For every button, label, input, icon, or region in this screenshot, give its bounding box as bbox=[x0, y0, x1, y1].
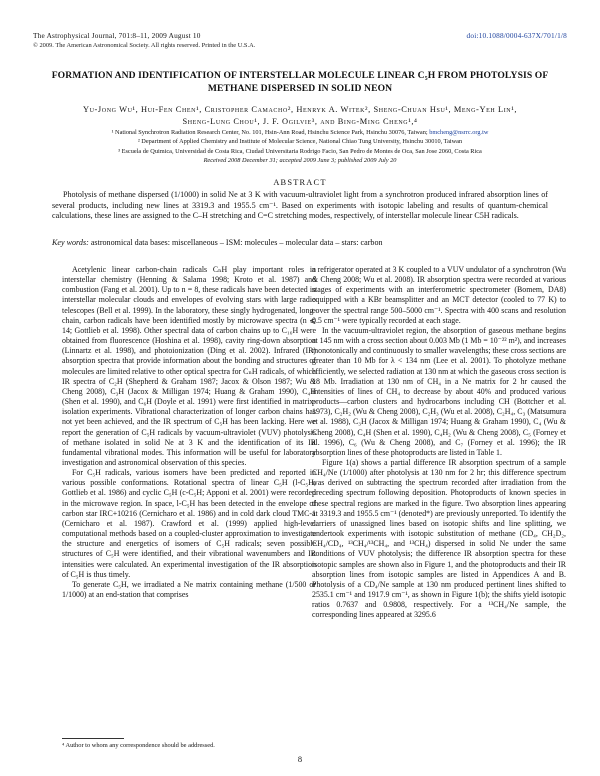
right-paragraph-1: a refrigerator operated at 3 K coupled to a VUV undulator of a synchrotron (Wu & Cheng 2008; Wu et al. 2008). IR absorption spectra were recorded at various stages of experiments with an interferometric spectrometer (Bomem, DA8) equipped with a KBr beamsplitter and an MCT detector (cooled to 77 K) to cover the spectral range 500–5000 cm⁻¹. Spectra with 400 scans and resolution 0.5 cm⁻¹ were typically recorded at each stage. bbox=[312, 265, 566, 325]
left-paragraph-3: To generate C₅H, we irradiated a Ne matrix containing methane (1/500 or 1/1000) at an end-station that comprises bbox=[62, 579, 316, 599]
running-header bbox=[33, 31, 567, 40]
left-paragraph-2: For C₅H radicals, various isomers have been predicted and reported in various possible conformations. Rotational spectra of linear C₅H (l-C₅H; Gottlieb et al. 1986) and cyclic C₅H (c-C₅H; Apponi et al. 2001) were recorded in the microwave region. In space, l-C₅H has been detected in the envelope of carbon star IRC+10216 (Cernicharo et al. 1986) and in cold dark cloud TMC-1 (Cernicharo et al. 1987). Crawford et al. (1999) applied high-level computational methods based on a coupled-cluster approximation to investigate the structure and energetics of isomers of C₅H radicals; seven possible structures of C₅H were identified, and their vibrational wavenumbers and IR intensities were calculated. An experimental investigation of the IR absorption of C₅H is thus timely. bbox=[62, 468, 316, 579]
footnote-rule bbox=[62, 738, 124, 739]
article-title bbox=[40, 70, 560, 96]
affiliation-1 bbox=[36, 128, 564, 137]
title-line-2: METHANE DISPERSED IN SOLID NEON bbox=[207, 82, 393, 94]
left-paragraph-1: Acetylenic linear carbon-chain radicals CₙH play important roles in interstellar chemistry (Henning & Salama 1998; Kroto et al. 1987) and combustion (Fang et al. 2001). Up to n = 8, these radicals have been detected in interstellar molecular clouds and envelopes of evolving stars with large radio telescopes (Bell et al. 1999). In the laboratory, these singly hydrogenated, long-chain, carbon radicals have been identified mostly by microwave spectra (n ⩽ 14; Gottlieb et al. 1998). Other spectral data of carbon chains up to C₁₆H were obtained from fluorescence (Hoshina et al. 1998), cavity ring-down absorption (Linnartz et al. 1998), and photoionization (Ding et al. 2002). Infrared (IR) absorption spectra that provide information about the bonding and structures of molecules are limited relative to other optical spectra for CₙH radicals, of which IR spectra of C₂H (Shepherd & Graham 1987; Jacox & Olson 1987; Wu & Cheng 2008), C₃H (Jacox & Milligan 1974; Huang & Graham 1990), C₄H (Shen et al. 1990), and C₆H (Doyle et al. 1991) were first identified in matrix-isolation experiments. Vibrational characterization of longer carbon chains has not yet been achieved, and the IR spectrum of C₅H has been lacking. Here we report the generation of C₅H radicals by vacuum-ultraviolet (VUV) photolysis of methane isolated in solid Ne at 3 K and the identification of its IR fundamental vibrational modes. This information will be useful for laboratory investigation and astronomical observation of this species. bbox=[62, 265, 316, 467]
right-paragraph-2: In the vacuum-ultraviolet region, the absorption of gaseous methane begins at 145 nm with a cross section about 0.003 Mb (1 Mb = 10⁻²² m²), and increases monotonically and continuously to smaller wavelengths; these cross sections are greater than 10 Mb for λ < 134 nm (Lee et al. 2001). To photolyze methane efficiently, we selected radiation at 130 nm at which the gaseous cross section is 18 Mb. Irradiation at 130 nm of CH₄ in a Ne matrix for 2 hr caused the intensities of lines of CH₄ to decrease by about 40% and produced various products—carbon clusters and hydrocarbons including CH (Bottcher et al. 1973), C₂H₂ (Wu & Cheng 2008), C₂H₃ (Wu et al. 2008), C₂H₄, C₃ (Matsumura et al. 1988), C₃H (Jacox & Milligan 1974; Huang & Graham 1990), C₄ (Wu & Cheng 2008), C₄H (Shen et al. 1990), C₄H₂ (Wu & Cheng 2008), C₅ (Forney et al. 1996), C₆ (Wu & Cheng 2008), and C₇ (Forney et al. 1996); the IR absorption lines of these photoproducts are listed in Table 1. bbox=[312, 325, 566, 457]
keywords-text: astronomical data bases: miscellaneous – ISM: molecules – molecular data – stars: carbon bbox=[90, 238, 383, 247]
abstract-heading: ABSTRACT bbox=[273, 178, 327, 187]
right-paragraph-3: Figure 1(a) shows a partial difference IR absorption spectrum of a sample CH₄/Ne (1/1000) after photolysis at 130 nm for 2 hr; this difference spectrum was derived on subtracting the spectrum recorded after irradiation from the preceding spectrum following deposition. Photoproducts of known species in these spectral regions are marked in the figure. Two absorption lines appearing at 3319.3 and 1955.5 cm⁻¹ (denoted*) are previously unreported. To identify the carriers of unassigned lines based on isotopic shifts and line splitting, we undertook experiments with isotopic substitution of methane (CD₄, CH₂D₂, CH₄/CD₄, ¹³CH₄/¹³CH₄, and ¹³CH₄) dispersed in solid Ne under the same conditions of VUV photolysis; the difference IR absorption spectra for these isotopic samples are shown also in Figure 1, and the photoproducts and their IR absorption lines from isotopic samples are listed in Appendices A and B. Photolysis of a CD₄/Ne sample at 130 nm produced pertinent lines shifted to 2535.1 cm⁻¹ and 1917.9 cm⁻¹, as shown in Figure 1(b); the shifts yield isotopic ratios 0.7637 and 0.9808, respectively. For a ¹³CH₄/Ne sample, the corresponding lines appeared at 3295.6 bbox=[312, 457, 566, 620]
keywords-line bbox=[52, 238, 548, 247]
journal-citation: The Astrophysical Journal, 701:8–11, 2009 August 10 bbox=[33, 31, 201, 40]
body-column-left bbox=[62, 265, 316, 600]
email-link[interactable]: bmcheng@nsrrc.org.tw bbox=[429, 129, 489, 136]
page-number: 8 bbox=[297, 755, 303, 764]
affiliation-2: ² Department of Applied Chemistry and Institute of Molecular Science, National Chiao Tung University, Hsinchu 30010, Taiwan bbox=[137, 138, 463, 146]
keywords-label: Key words: bbox=[52, 238, 89, 247]
affiliation-1-text: ¹ National Synchrotron Radiation Research Center, No. 101, Hsin-Ann Road, Hsinchu Science Park, Hsinchu 30076, Taiwan; bbox=[111, 129, 428, 136]
title-line-1: FORMATION AND IDENTIFICATION OF INTERSTELLAR MOLECULE LINEAR C₅H FROM PHOTOLYSIS OF bbox=[51, 70, 549, 81]
publication-dates: Received 2008 December 31; accepted 2009 June 3; published 2009 July 20 bbox=[203, 156, 397, 164]
footnote: ⁴ Author to whom any correspondence should be addressed. bbox=[62, 742, 215, 749]
authors-line-2: Sheng-Lung Chou¹, J. F. Ogilvie³, and Bing-Ming Cheng¹,⁴ bbox=[182, 117, 418, 127]
abstract-text: Photolysis of methane dispersed (1/1000) in solid Ne at 3 K with vacuum-ultraviolet light from a synchrotron produced infrared absorption lines of several products, including new lines at 3319.3 and 1955.5 cm⁻¹. Based on experiments with isotopic labeling and results of quantum-chemical calculations, these lines are assigned to the C–H stretching and C=C stretching modes, respectively, of interstellar molecule linear C5H radicals. bbox=[52, 190, 548, 220]
affiliations bbox=[36, 128, 564, 165]
body-column-right bbox=[312, 265, 566, 620]
doi-link[interactable]: doi:10.1088/0004-637X/701/1/8 bbox=[466, 31, 567, 40]
affiliation-3: ³ Escuela de Quimica, Universidad de Costa Rica, Ciudad Universitaria Rodrigo Facio, San Pedro de Montes de Oca, San Jose 2060, Costa Rica bbox=[118, 147, 482, 155]
copyright-line: © 2009. The American Astronomical Society. All rights reserved. Printed in the U.S.A. bbox=[33, 42, 256, 49]
authors-line-1: Yu-Jong Wu¹, Hui-Fen Chen¹, Cristopher Camacho², Henryk A. Witek², Sheng-Chuan Hsu¹, Meng-Yeh Lin¹, bbox=[82, 105, 518, 114]
author-list bbox=[40, 104, 560, 129]
